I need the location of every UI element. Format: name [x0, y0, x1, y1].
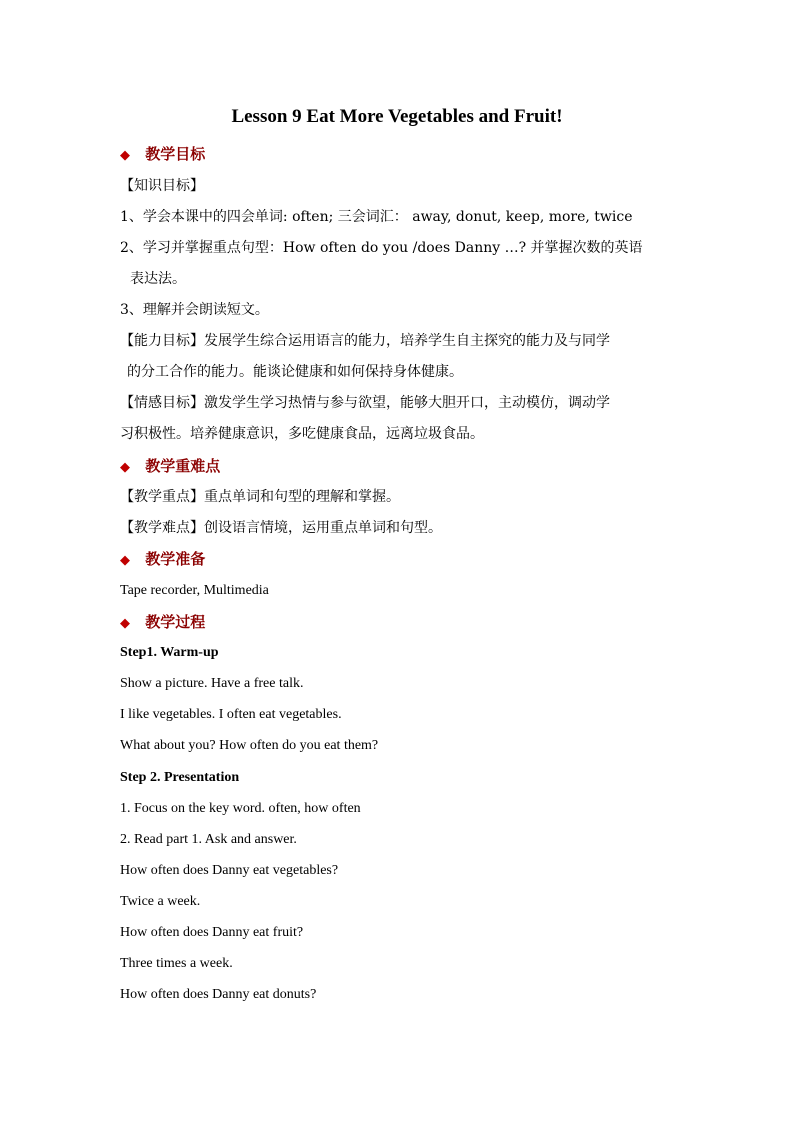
step2-line: Twice a week. [120, 894, 201, 909]
section-heading-preparation [120, 549, 205, 571]
section-heading-key-points [120, 456, 220, 478]
diamond-icon: ◆ [120, 616, 130, 631]
ability-goal-continued: 的分工合作的能力。能谈论健康和如何保持身体健康。 [127, 364, 463, 380]
section-heading-process [120, 612, 205, 634]
goal-item-2: 2、学习并掌握重点句型：How often do you /does Danny …? 并掌握次数的英语 [120, 240, 643, 256]
step1-line: What about you? How often do you eat them? [120, 738, 379, 753]
heading-text: 教学重难点 [145, 457, 221, 475]
step2-line: How often does Danny eat vegetables? [120, 863, 339, 878]
heading-text: 教学过程 [145, 613, 206, 631]
step1-title: Step1. Warm-up [120, 645, 219, 660]
key-point-focus: 【教学重点】重点单词和句型的理解和掌握。 [120, 489, 400, 505]
goal-item-3: 3、理解并会朗读短文。 [120, 302, 269, 318]
preparation-text: Tape recorder, Multimedia [120, 583, 269, 598]
step1-line: Show a picture. Have a free talk. [120, 676, 304, 691]
diamond-icon: ◆ [120, 148, 130, 163]
goal-item-2-continued: 表达法。 [130, 271, 186, 287]
heading-text: 教学目标 [145, 145, 206, 163]
ability-goal: 【能力目标】发展学生综合运用语言的能力，培养学生自主探究的能力及与同学 [120, 333, 610, 349]
section-heading-goals [120, 144, 205, 166]
step2-line: How often does Danny eat donuts? [120, 987, 317, 1002]
diamond-icon: ◆ [120, 460, 130, 475]
step1-line: I like vegetables. I often eat vegetables. [120, 707, 342, 722]
step2-line: Three times a week. [120, 956, 233, 971]
goal-item-1: 1、学会本课中的四会单词: often; 三会词汇： away, donut, keep, more, twice [120, 209, 633, 225]
heading-text: 教学准备 [145, 550, 206, 568]
step2-title: Step 2. Presentation [120, 770, 240, 785]
emotion-goal-continued: 习积极性。培养健康意识，多吃健康食品，远离垃圾食品。 [120, 426, 484, 442]
knowledge-goal-label: 【知识目标】 [120, 178, 204, 194]
emotion-goal: 【情感目标】激发学生学习热情与参与欲望，能够大胆开口，主动模仿，调动学 [120, 395, 610, 411]
diamond-icon: ◆ [120, 553, 130, 568]
step2-line: How often does Danny eat fruit? [120, 925, 304, 940]
key-point-difficulty: 【教学难点】创设语言情境，运用重点单词和句型。 [120, 520, 442, 536]
lesson-title: Lesson 9 Eat More Vegetables and Fruit! [231, 106, 563, 127]
step2-line: 2. Read part 1. Ask and answer. [120, 832, 297, 847]
step2-line: 1. Focus on the key word. often, how often [120, 801, 361, 816]
